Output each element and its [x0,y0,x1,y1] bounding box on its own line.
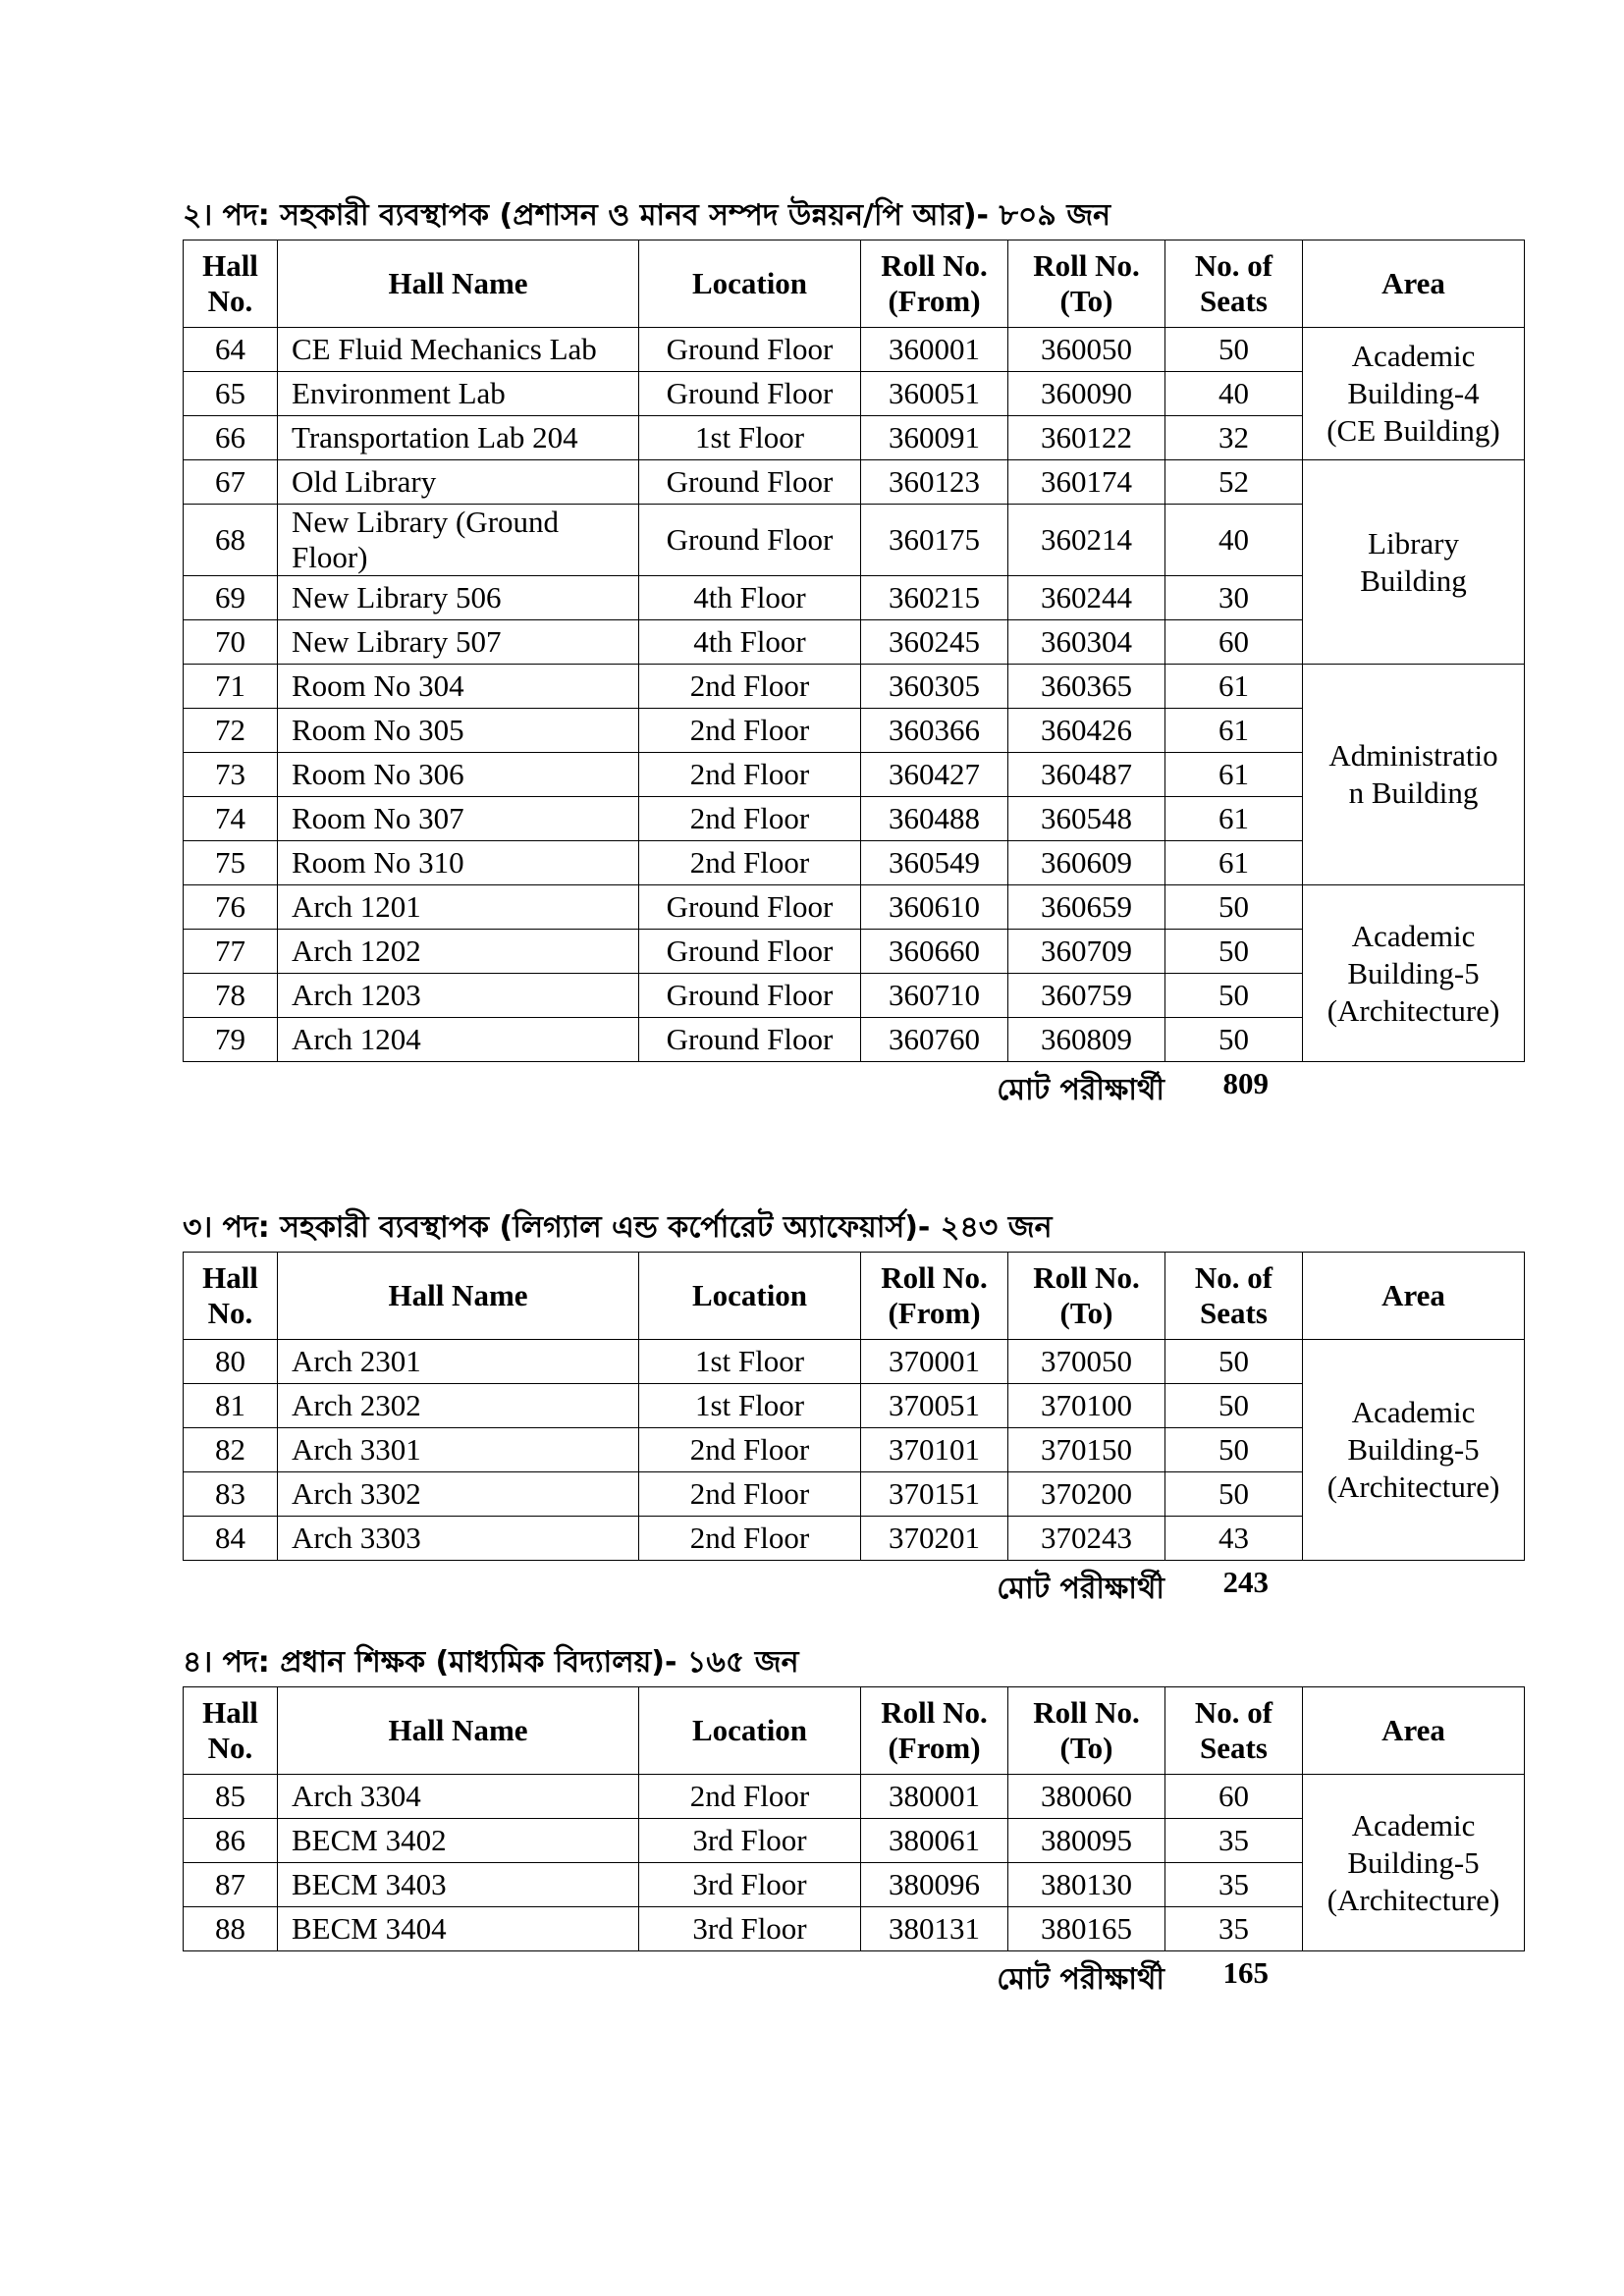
table-row [184,1775,1525,1819]
roll-to-cell: 360090 [1008,372,1165,416]
roll-from-cell: 360051 [861,372,1008,416]
roll-from-cell: 370201 [861,1517,1008,1561]
area-line: Academic [1351,918,1476,953]
roll-to-cell: 360609 [1008,841,1165,885]
hall-name-cell: Room No 306 [278,753,639,797]
seats-cell: 35 [1165,1863,1303,1907]
location-cell: 2nd Floor [639,665,861,709]
header-roll-to: Roll No. (To) [1008,1253,1165,1340]
area-line: Academic [1351,1807,1476,1842]
hall-no-cell: 76 [184,885,278,930]
location-cell: Ground Floor [639,974,861,1018]
hall-no-cell: 77 [184,930,278,974]
header-location: Location [639,1253,861,1340]
location-cell: 3rd Floor [639,1863,861,1907]
section-head-teacher [183,1639,1524,1999]
roll-from-cell: 360427 [861,753,1008,797]
hall-name-cell: Environment Lab [278,372,639,416]
seats-cell: 52 [1165,460,1303,505]
hall-name-cell: Arch 2301 [278,1340,639,1384]
location-cell: 2nd Floor [639,753,861,797]
hall-name-cell: Arch 2302 [278,1384,639,1428]
roll-from-cell: 360610 [861,885,1008,930]
roll-to-cell: 380165 [1008,1907,1165,1951]
hall-no-cell: 79 [184,1018,278,1062]
roll-from-cell: 360710 [861,974,1008,1018]
seats-cell: 60 [1165,620,1303,665]
seats-cell: 61 [1165,665,1303,709]
location-cell: 2nd Floor [639,709,861,753]
roll-from-cell: 360215 [861,576,1008,620]
area-line: Administratio [1328,738,1498,773]
area-line: Building [1360,562,1467,598]
roll-from-cell: 360549 [861,841,1008,885]
hall-no-cell: 85 [184,1775,278,1819]
seats-cell: 43 [1165,1517,1303,1561]
roll-from-cell: 360366 [861,709,1008,753]
area-line: (CE Building) [1326,413,1500,448]
header-area: Area [1303,240,1525,328]
roll-from-cell: 360123 [861,460,1008,505]
location-cell: Ground Floor [639,930,861,974]
hall-name-cell: Transportation Lab 204 [278,416,639,460]
hall-name-cell: Arch 3303 [278,1517,639,1561]
roll-to-cell: 380130 [1008,1863,1165,1907]
header-hall-no: Hall No. [184,1253,278,1340]
seats-cell: 30 [1165,576,1303,620]
area-line: Building-5 [1347,1844,1480,1880]
hall-no-cell: 86 [184,1819,278,1863]
hall-name-cell: BECM 3404 [278,1907,639,1951]
hall-name-cell: Room No 305 [278,709,639,753]
allocation-table [183,1686,1525,1951]
seats-cell: 40 [1165,505,1303,576]
header-hall-no: Hall No. [184,240,278,328]
area-line: n Building [1348,775,1479,810]
roll-to-cell: 380060 [1008,1775,1165,1819]
location-cell: Ground Floor [639,460,861,505]
total-value: 165 [1222,1955,1269,1990]
hall-name-cell: Arch 1201 [278,885,639,930]
header-hall-name: Hall Name [278,240,639,328]
header-location: Location [639,240,861,328]
table-row [184,1340,1525,1384]
hall-no-cell: 72 [184,709,278,753]
table-row [184,460,1525,505]
roll-from-cell: 370051 [861,1384,1008,1428]
header-roll-to: Roll No. (To) [1008,240,1165,328]
hall-name-cell: Room No 307 [278,797,639,841]
area-line: Building-5 [1347,955,1480,990]
table-row [184,328,1525,372]
hall-no-cell: 70 [184,620,278,665]
area-cell [1303,1775,1525,1951]
roll-from-cell: 360760 [861,1018,1008,1062]
location-cell: 2nd Floor [639,1428,861,1472]
area-line: (Architecture) [1326,992,1500,1028]
roll-to-cell: 360426 [1008,709,1165,753]
roll-from-cell: 360305 [861,665,1008,709]
roll-to-cell: 360050 [1008,328,1165,372]
header-roll-from: Roll No. (From) [861,240,1008,328]
total-label: মোট পরীক্ষার্থী [997,1073,1164,1107]
hall-no-cell: 84 [184,1517,278,1561]
section-asst-manager-admin-hr [183,192,1524,1109]
header-seats: No. of Seats [1165,1253,1303,1340]
roll-to-cell: 360548 [1008,797,1165,841]
area-cell [1303,665,1525,885]
roll-to-cell: 360487 [1008,753,1165,797]
roll-to-cell: 370200 [1008,1472,1165,1517]
total-row [183,1062,1524,1109]
hall-name-cell: Arch 3304 [278,1775,639,1819]
header-row [184,1687,1525,1775]
roll-from-cell: 360001 [861,328,1008,372]
hall-no-cell: 65 [184,372,278,416]
location-cell: Ground Floor [639,505,861,576]
total-value: 243 [1222,1565,1269,1599]
area-line: Academic [1351,1395,1476,1429]
header-hall-no: Hall No. [184,1687,278,1775]
hall-no-cell: 82 [184,1428,278,1472]
roll-to-cell: 360174 [1008,460,1165,505]
table-row [184,665,1525,709]
area-line: Academic [1351,339,1476,373]
roll-to-cell: 360244 [1008,576,1165,620]
hall-no-cell: 75 [184,841,278,885]
roll-to-cell: 380095 [1008,1819,1165,1863]
hall-no-cell: 69 [184,576,278,620]
seats-cell: 50 [1165,1340,1303,1384]
hall-no-cell: 66 [184,416,278,460]
area-cell [1303,885,1525,1062]
total-label: মোট পরীক্ষার্থী [997,1572,1164,1606]
seats-cell: 61 [1165,709,1303,753]
location-cell: 3rd Floor [639,1907,861,1951]
area-line: (Architecture) [1326,1469,1500,1504]
roll-from-cell: 380061 [861,1819,1008,1863]
location-cell: 4th Floor [639,620,861,665]
location-cell: 2nd Floor [639,1775,861,1819]
area-line: (Architecture) [1326,1882,1500,1917]
hall-name-cell: BECM 3402 [278,1819,639,1863]
header-area: Area [1303,1687,1525,1775]
total-row [183,1561,1524,1608]
roll-to-cell: 370243 [1008,1517,1165,1561]
header-hall-name: Hall Name [278,1687,639,1775]
total-value: 809 [1222,1066,1269,1100]
roll-from-cell: 360488 [861,797,1008,841]
location-cell: Ground Floor [639,372,861,416]
section-asst-manager-legal [183,1204,1524,1608]
roll-from-cell: 370151 [861,1472,1008,1517]
seats-cell: 50 [1165,328,1303,372]
section-heading: ২। পদ: সহকারী ব্যবস্থাপক (প্রশাসন ও মানব সম্পদ উন্নয়ন/পি আর)- ৮০৯ জন [183,198,1111,233]
location-cell: 1st Floor [639,1340,861,1384]
hall-name-cell: Arch 3302 [278,1472,639,1517]
header-area: Area [1303,1253,1525,1340]
location-cell: 2nd Floor [639,797,861,841]
roll-from-cell: 380131 [861,1907,1008,1951]
area-cell [1303,328,1525,460]
roll-from-cell: 370001 [861,1340,1008,1384]
header-location: Location [639,1687,861,1775]
roll-to-cell: 360122 [1008,416,1165,460]
seats-cell: 60 [1165,1775,1303,1819]
hall-name-cell: Room No 304 [278,665,639,709]
header-hall-name: Hall Name [278,1253,639,1340]
seats-cell: 50 [1165,930,1303,974]
location-cell: 1st Floor [639,1384,861,1428]
hall-name-cell: New Library 506 [278,576,639,620]
hall-no-cell: 74 [184,797,278,841]
hall-name-cell: New Library (Ground Floor) [278,505,639,576]
area-line: Library [1368,525,1459,561]
hall-name-cell: Room No 310 [278,841,639,885]
hall-no-cell: 68 [184,505,278,576]
roll-from-cell: 360175 [861,505,1008,576]
roll-to-cell: 370100 [1008,1384,1165,1428]
location-cell: 3rd Floor [639,1819,861,1863]
seats-cell: 50 [1165,1018,1303,1062]
seats-cell: 61 [1165,841,1303,885]
hall-name-cell: BECM 3403 [278,1863,639,1907]
location-cell: Ground Floor [639,885,861,930]
seats-cell: 61 [1165,753,1303,797]
roll-to-cell: 370050 [1008,1340,1165,1384]
hall-name-cell: Arch 1203 [278,974,639,1018]
location-cell: Ground Floor [639,328,861,372]
hall-name-cell: Arch 1204 [278,1018,639,1062]
allocation-table [183,1252,1525,1561]
seats-cell: 50 [1165,1472,1303,1517]
location-cell: 4th Floor [639,576,861,620]
hall-no-cell: 81 [184,1384,278,1428]
hall-name-cell: Old Library [278,460,639,505]
section-heading: ৪। পদ: প্রধান শিক্ষক (মাধ্যমিক বিদ্যালয়)- ১৬৫ জন [183,1645,799,1680]
seats-cell: 61 [1165,797,1303,841]
seats-cell: 35 [1165,1819,1303,1863]
area-line: Building-5 [1347,1432,1480,1467]
hall-no-cell: 78 [184,974,278,1018]
header-roll-from: Roll No. (From) [861,1253,1008,1340]
roll-from-cell: 370101 [861,1428,1008,1472]
roll-to-cell: 360659 [1008,885,1165,930]
table-row [184,885,1525,930]
roll-to-cell: 360304 [1008,620,1165,665]
total-label: মোট পরীক্ষার্থী [997,1962,1164,1997]
hall-no-cell: 67 [184,460,278,505]
roll-to-cell: 370150 [1008,1428,1165,1472]
location-cell: 2nd Floor [639,1517,861,1561]
seats-cell: 35 [1165,1907,1303,1951]
header-roll-to: Roll No. (To) [1008,1687,1165,1775]
hall-no-cell: 71 [184,665,278,709]
seats-cell: 50 [1165,1384,1303,1428]
roll-from-cell: 380096 [861,1863,1008,1907]
hall-no-cell: 88 [184,1907,278,1951]
area-line: Building-4 [1347,376,1480,410]
roll-to-cell: 360709 [1008,930,1165,974]
seats-cell: 40 [1165,372,1303,416]
area-cell [1303,460,1525,665]
area-cell [1303,1340,1525,1561]
header-seats: No. of Seats [1165,240,1303,328]
hall-no-cell: 80 [184,1340,278,1384]
roll-from-cell: 360091 [861,416,1008,460]
hall-no-cell: 64 [184,328,278,372]
allocation-table [183,240,1525,1062]
header-row [184,240,1525,328]
roll-to-cell: 360365 [1008,665,1165,709]
header-seats: No. of Seats [1165,1687,1303,1775]
hall-no-cell: 83 [184,1472,278,1517]
section-heading: ৩। পদ: সহকারী ব্যবস্থাপক (লিগ্যাল এন্ড কর্পোরেট অ্যাফেয়ার্স)- ২৪৩ জন [183,1210,1053,1245]
total-row [183,1951,1524,1999]
location-cell: 2nd Floor [639,1472,861,1517]
location-cell: 2nd Floor [639,841,861,885]
roll-from-cell: 360245 [861,620,1008,665]
header-row [184,1253,1525,1340]
location-cell: Ground Floor [639,1018,861,1062]
hall-name-cell: CE Fluid Mechanics Lab [278,328,639,372]
roll-from-cell: 360660 [861,930,1008,974]
location-cell: 1st Floor [639,416,861,460]
roll-to-cell: 360809 [1008,1018,1165,1062]
seats-cell: 50 [1165,885,1303,930]
header-roll-from: Roll No. (From) [861,1687,1008,1775]
hall-no-cell: 73 [184,753,278,797]
seats-cell: 32 [1165,416,1303,460]
hall-name-cell: Arch 1202 [278,930,639,974]
hall-name-cell: New Library 507 [278,620,639,665]
roll-from-cell: 380001 [861,1775,1008,1819]
roll-to-cell: 360759 [1008,974,1165,1018]
roll-to-cell: 360214 [1008,505,1165,576]
seats-cell: 50 [1165,974,1303,1018]
hall-no-cell: 87 [184,1863,278,1907]
seats-cell: 50 [1165,1428,1303,1472]
hall-name-cell: Arch 3301 [278,1428,639,1472]
